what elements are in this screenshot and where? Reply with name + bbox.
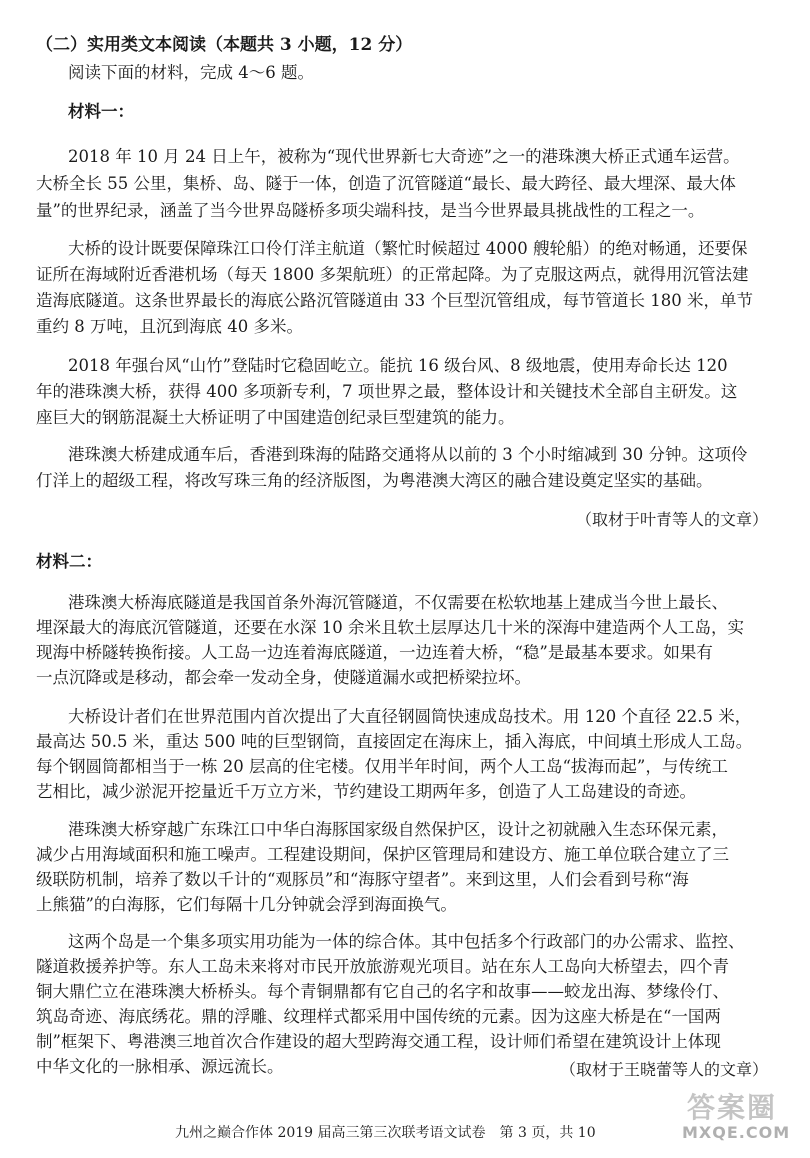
- instruction: 阅读下面的材料，完成 4～6 题。: [68, 63, 314, 82]
- m1-p3-line: 2018 年强台风“山竹”登陆时它稳固屹立。能抗 16 级台风、8 级地震，使用寿命长达 120: [68, 356, 728, 375]
- section-title: （二）实用类文本阅读（本题共 3 小题，12 分）: [36, 35, 413, 55]
- m1-p2-line: 重约 8 万吨，且沉到海底 40 多米。: [36, 317, 303, 336]
- watermark-logo: [682, 1091, 791, 1152]
- m1-p2-line: 证所在海域附近香港机场（每天 1800 多架航班）的正常起降。为了克服这两点，就得用沉管法建: [36, 265, 749, 284]
- material2-source: （取材于王晓蕾等人的文章）: [559, 1060, 768, 1079]
- m1-p4-line: 仃洋上的超级工程，将改写珠三角的经济版图，为粤港澳大湾区的融合建设奠定坚实的基础。: [36, 471, 713, 490]
- m1-p2-line: 大桥的设计既要保障珠江口伶仃洋主航道（繁忙时候超过 4000 艘轮船）的绝对畅通，还要保: [68, 239, 748, 258]
- m1-p1-line: 大桥全长 55 公里，集桥、岛、隧于一体，创造了沉管隧道“最长、最大跨径、最大埋深、最大体: [36, 174, 736, 193]
- m2-p4-line: 隧道救援养护等。东人工岛未来将对市民开放旅游观光项目。站在东人工岛向大桥望去，四个青: [36, 957, 729, 976]
- m2-p2-line: 大桥设计者们在世界范围内首次提出了大直径钢圆筒快速成岛技术。用 120 个直径 22.5 米，: [68, 707, 752, 726]
- m2-p3-line: 减少占用海域面积和施工噪声。工程建设期间，保护区管理局和建设方、施工单位联合建立了三: [36, 845, 729, 864]
- m2-p4-line: 制”框架下、粤港澳三地首次合作建设的超大型跨海交通工程，设计师们希望在建筑设计上体现: [36, 1032, 721, 1051]
- watermark-top: 答案圈: [686, 1091, 777, 1124]
- m2-p4-line: 铜大鼎伫立在港珠澳大桥桥头。每个青铜鼎都有它自己的名字和故事——蛟龙出海、梦缘伶仃、: [36, 982, 729, 1001]
- m1-p4-line: 港珠澳大桥建成通车后，香港到珠海的陆路交通将从以前的 3 个小时缩减到 30 分钟。这项伶: [68, 445, 748, 464]
- m2-p2-line: 每个钢圆筒都相当于一栋 20 层高的住宅楼。仅用半年时间，两个人工岛“拔海而起”，与传统工: [36, 757, 728, 776]
- m2-p4-line: 这两个岛是一个集多项实用功能为一体的综合体。其中包括多个行政部门的办公需求、监控、: [68, 932, 745, 951]
- m2-p3-line: 港珠澳大桥穿越广东珠江口中华白海豚国家级自然保护区，设计之初就融入生态环保元素，: [68, 820, 728, 839]
- page-footer: 九州之巅合作体 2019 届高三第三次联考语文试卷 第 3 页，共 10: [175, 1125, 596, 1141]
- m1-p1-line: 2018 年 10 月 24 日上午，被称为“现代世界新七大奇迹”之一的港珠澳大桥正式通车运营。: [68, 147, 740, 166]
- m2-p1-line: 现海中桥隧转换衔接。人工岛一边连着海底隧道，一边连着大桥，“稳”是最基本要求。如果有: [36, 643, 713, 662]
- m1-p2-line: 造海底隧道。这条世界最长的海底公路沉管隧道由 33 个巨型沉管组成，每节管道长 180 米，单节: [36, 291, 753, 310]
- m2-p4-line: 筑岛奇迹、海底绣花。鼎的浮雕、纹理样式都采用中国传统的元素。因为这座大桥是在“一国两: [36, 1007, 721, 1026]
- m2-p2-line: 艺相比，减少淤泥开挖量近千万立方米，节约建设工期两年多，创造了人工岛建设的奇迹。: [36, 782, 696, 801]
- m2-p1-line: 埋深最大的海底沉管隧道，还要在水深 10 余米且软土层厚达几十米的深海中建造两个人工岛，实: [36, 618, 744, 637]
- m2-p3-line: 级联防机制，培养了数以千计的“观豚员”和“海豚守望者”。来到这里，人们会看到号称“海: [36, 870, 689, 889]
- m2-p1-line: 一点沉降或是移动，都会牵一发动全身，使隧道漏水或把桥梁拉坏。: [36, 668, 531, 687]
- material2-heading: 材料二：: [36, 552, 102, 571]
- material1-source: （取材于叶青等人的文章）: [575, 510, 768, 529]
- material1-heading: 材料一：: [68, 102, 134, 121]
- m1-p1-line: 量”的世界纪录，涵盖了当今世界岛隧桥多项尖端科技，是当今世界最具挑战性的工程之一。: [36, 201, 705, 220]
- m2-p3-line: 上熊猫”的白海豚，它们每隔十几分钟就会浮到海面换气。: [36, 895, 457, 914]
- m2-p1-line: 港珠澳大桥海底隧道是我国首条外海沉管隧道，不仅需要在松软地基上建成当今世上最长、: [68, 593, 728, 612]
- m2-p4-line: 中华文化的一脉相承、源远流长。: [36, 1057, 284, 1076]
- m1-p3-line: 座巨大的钢筋混凝土大桥证明了中国建造创纪录巨型建筑的能力。: [36, 408, 515, 427]
- watermark-bottom: MXQE.COM: [682, 1123, 791, 1142]
- m1-p3-line: 年的港珠澳大桥，获得 400 多项新专利，7 项世界之最，整体设计和关键技术全部自主研发。这: [36, 382, 738, 401]
- m2-p2-line: 最高达 50.5 米，重达 500 吨的巨型钢筒，直接固定在海床上，插入海底，中间填土形成人工岛。: [36, 732, 753, 751]
